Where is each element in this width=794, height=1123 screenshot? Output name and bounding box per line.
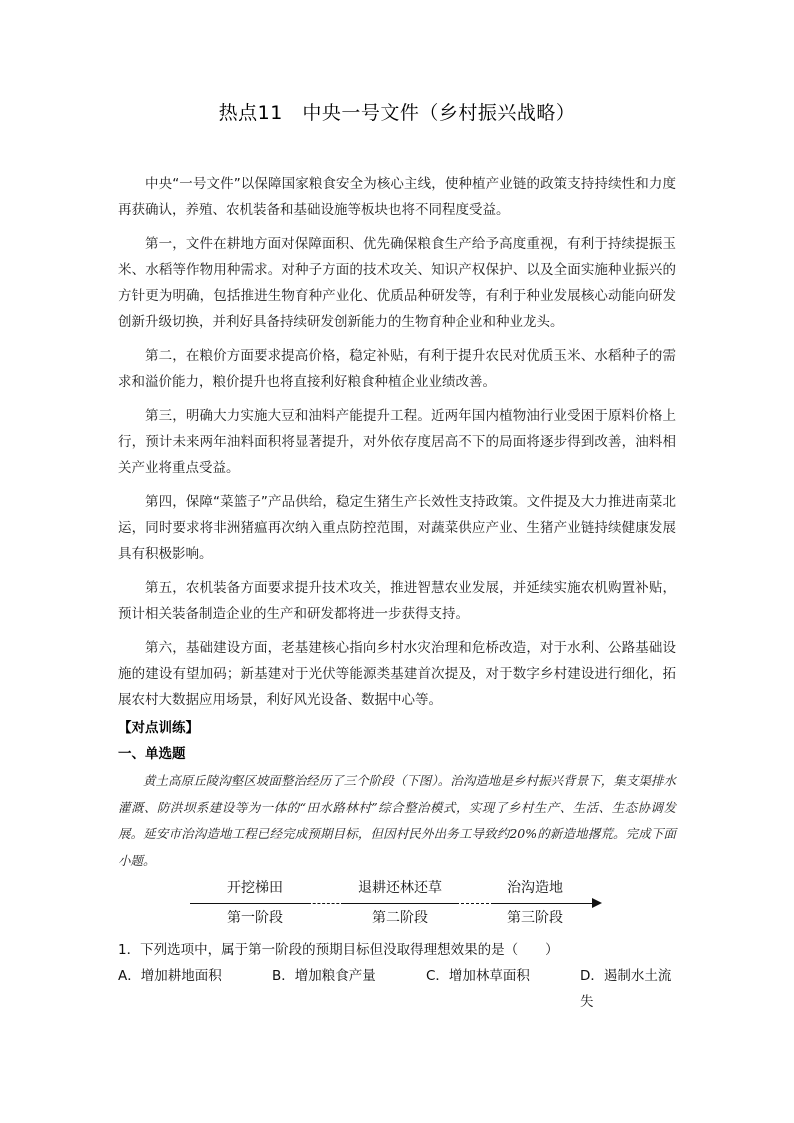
intro-paragraph: 中央“一号文件”以保障国家粮食安全为核心主线，使种植产业链的政策支持持续性和力度再获确认，养殖、农机装备和基础设施等板块也将不同程度受益。 — [118, 176, 676, 218]
stage-1-action: 开挖梯田 — [227, 880, 283, 896]
stage-connector-dash — [308, 903, 344, 904]
stage-3-action: 治沟造地 — [507, 880, 563, 896]
question-stem: 1．下列选项中，属于第一阶段的预期目标但没取得理想效果的是（ ） — [118, 942, 559, 958]
stage-1-line — [190, 903, 308, 904]
section-heading-single-choice: 一、单选题 — [118, 746, 186, 762]
section-heading-training: 【对点训练】 — [118, 720, 199, 736]
intro-paragraph: 第四，保障“菜篮子”产品供给，稳定生猪生产长效性支持政策。文件提及大力推进南菜北运，同时要求将非洲猪瘟再次纳入重点防控范围，对蔬菜供应产业、生猪产业链持续健康发展具有积极影响。 — [118, 494, 676, 562]
option-c[interactable]: C．增加林草面积 — [426, 968, 530, 984]
intro-paragraph: 第二，在粮价方面要求提高价格，稳定补贴，有利于提升农民对优质玉米、水稻种子的需求和溢价能力，粮价提升也将直接利好粮食种植企业业绩改善。 — [118, 348, 676, 390]
stage-1-label: 第一阶段 — [227, 910, 283, 926]
stage-3-label: 第三阶段 — [507, 910, 563, 926]
stage-2-label: 第二阶段 — [372, 910, 428, 926]
stage-2-line — [344, 903, 456, 904]
stage-3-line — [494, 903, 594, 904]
stage-2-action: 退耕还林还草 — [358, 880, 442, 896]
option-d[interactable]: D．遏制水土流失 — [580, 968, 672, 1010]
intro-paragraph: 第五，农机装备方面要求提升技术攻关，推进智慧农业发展，并延续实施农机购置补贴，预计相关装备制造企业的生产和研发都将进一步获得支持。 — [118, 580, 676, 622]
page-title: 热点11 中央一号文件（乡村振兴战略） — [218, 102, 576, 124]
intro-paragraph: 第三，明确大力实施大豆和油料产能提升工程。近两年国内植物油行业受困于原料价格上行，预计未来两年油料面积将显著提升，对外依存度居高不下的局面将逐步得到改善，油料相关产业将重点受益。 — [118, 408, 676, 476]
option-a[interactable]: A．增加耕地面积 — [118, 968, 222, 984]
intro-paragraph: 第六，基础建设方面，老基建核心指向乡村水灾治理和危桥改造，对于水利、公路基础设施的建设有望加码；新基建对于光伏等能源类基建首次提及，对于数字乡村建设进行细化，拓展农村大数据应用场景，利好风光设备、数据中心等。 — [118, 640, 676, 708]
option-b[interactable]: B．增加粮食产量 — [272, 968, 376, 984]
stage-diagram — [190, 873, 610, 933]
intro-section — [118, 171, 676, 721]
intro-paragraph: 第一，文件在耕地方面对保障面积、优先确保粮食生产给予高度重视，有利于持续提振玉米、水稻等作物用种需求。对种子方面的技术攻关、知识产权保护、以及全面实施种业振兴的方针更为明确，包括推进生物育种产业化、优质品种研发等，有利于种业发展核心动能向研发创新升级切换，并利好具备持续研发创新能力的生物育种企业和种业龙头。 — [118, 236, 676, 330]
question-passage: 黄土高原丘陵沟壑区坡面整治经历了三个阶段（下图）。治沟造地是乡村振兴背景下，集支渠排水灌溉、防洪坝系建设等为一体的“田水路林村”综合整治模式，实现了乡村生产、生活、生态协调发展。延安市治沟造地工程已经完成预期目标，但因村民外出务工导致约20%的新造地撂荒。完成下面小题。 — [118, 773, 676, 868]
stage-connector-dash — [456, 903, 494, 904]
